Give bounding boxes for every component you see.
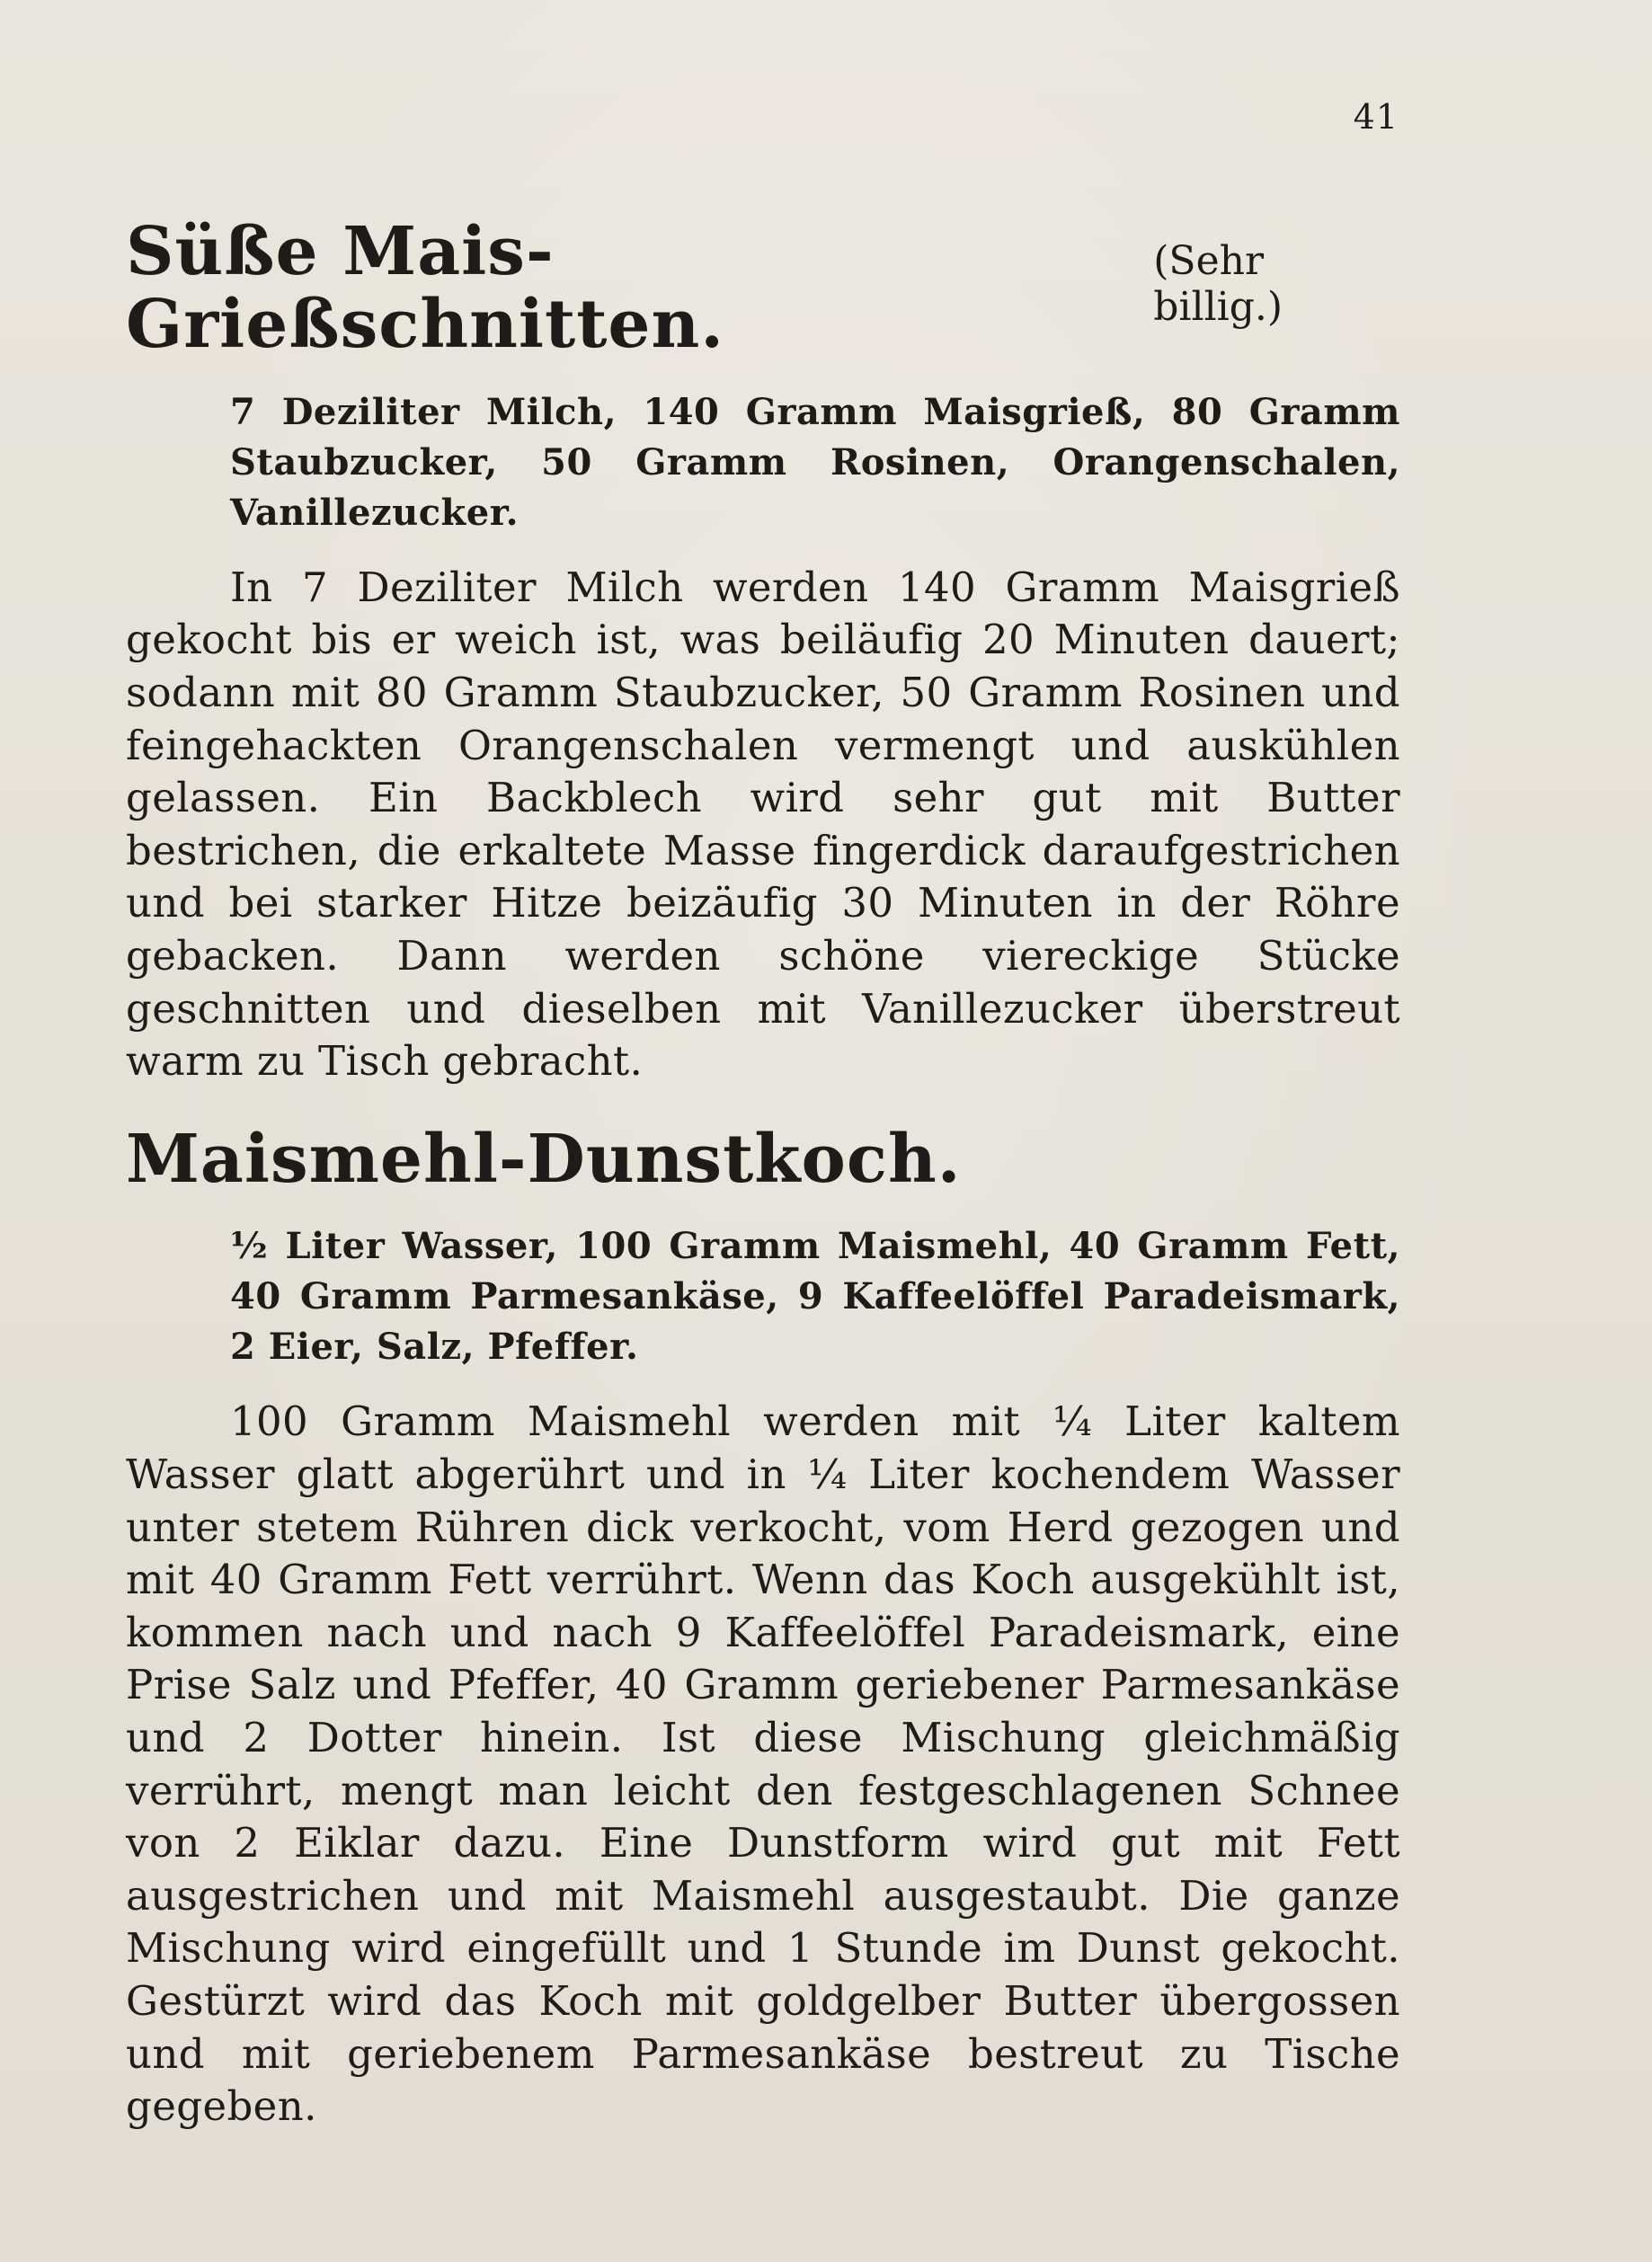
recipe-heading (126, 213, 1400, 364)
recipe-instructions: 100 Gramm Maismehl werden mit ¼ Liter kaltem Wasser glatt abgerührt und in ¼ Liter kochendem Wasser unter stetem Rühren dick verkocht, vom Herd gezogen und mit 40 Gramm Fett verrührt. Wenn das Koch ausgekühlt ist, kommen nach und nach 9 Kaffeelöffel Paradeismark, eine Prise Salz und Pfeffer, 40 Gramm geriebener Parmesankäse und 2 Dotter hinein. Ist diese Mischung gleichmäßig verrührt, mengt man leicht den festgeschlagenen Schnee von 2 Eiklar dazu. Eine Dunstform wird gut mit Fett ausgestrichen und mit Maismehl ausgestaubt. Die ganze Mischung wird eingefüllt und 1 Stunde im Dunst gekocht. Gestürzt wird das Koch mit goldgelber Butter übergossen und mit geriebenem Parmesankäse bestreut zu Tische gegeben. (126, 1397, 1400, 2131)
recipe-maismehl-dunstkoch (126, 1123, 1400, 2133)
ingredients-list: ½ Liter Wasser, 100 Gramm Maismehl, 40 Gramm Fett, 40 Gramm Parmesankäse, 9 Kaffeelöffel Paradeismark, 2 Eier, Salz, Pfeffer. (230, 1225, 1400, 1369)
recipe-title: Süße Mais-Grießschnitten. (126, 213, 725, 364)
ingredients-list: 7 Deziliter Milch, 140 Gramm Maisgrieß, 80 Gramm Staubzucker, 50 Gramm Rosinen, Orangenschalen, Vanillezucker. (230, 390, 1400, 534)
recipe-mais-griessschnitten (126, 213, 1400, 1088)
page-number: 41 (1353, 97, 1399, 137)
recipe-instructions: In 7 Deziliter Milch werden 140 Gramm Maisgrieß gekocht bis er weich ist, was beiläufig 20 Minuten dauert; sodann mit 80 Gramm Staubzucker, 50 Gramm Rosinen und feingehackten Orangenschalen vermengt und auskühlen gelassen. Ein Backblech wird sehr gut mit Butter bestrichen, die erkaltete Masse fingerdick daraufgestrichen und bei starker Hitze beizäufig 30 Minuten in der Röhre gebacken. Dann werden schöne viereckige Stücke geschnitten und dieselben mit Vanillezucker überstreut warm zu Tisch gebracht. (126, 563, 1400, 1086)
recipe-heading (126, 1123, 1400, 1196)
recipe-title: Maismehl-Dunstkoch. (126, 1121, 962, 1198)
recipe-note: (Sehr billig.) (1153, 238, 1283, 330)
